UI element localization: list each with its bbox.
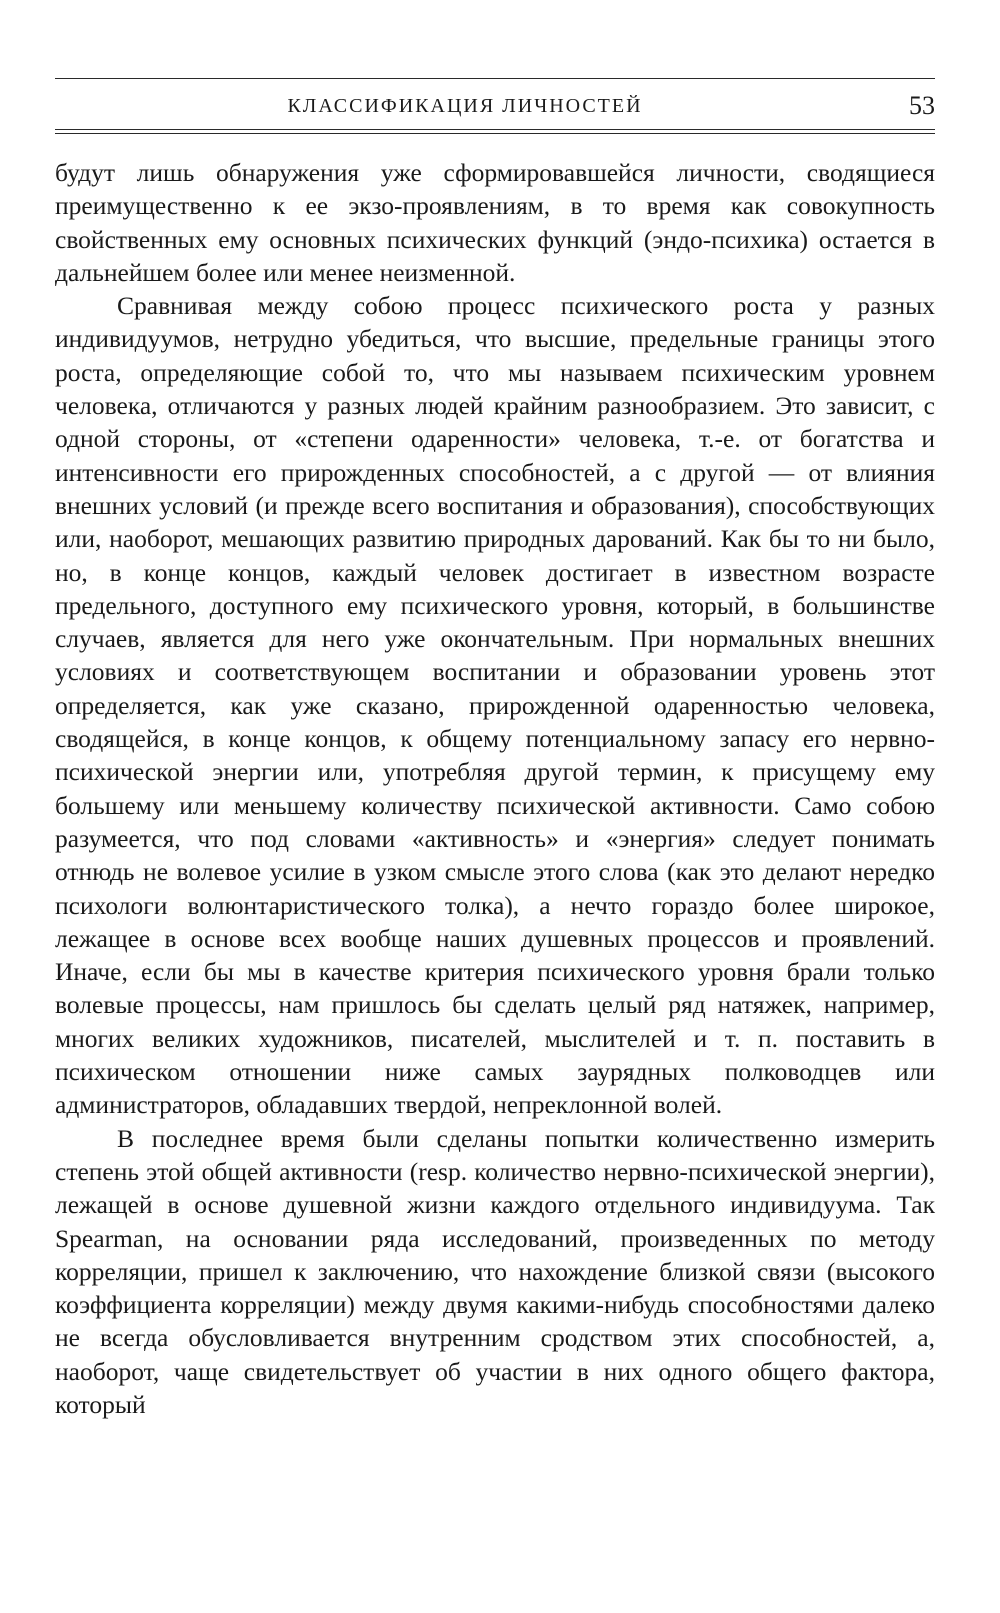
header-double-rule: [55, 129, 935, 134]
paragraph: В последнее время были сделаны попытки количественно измерить степень этой общей активности (resp. количество нервно-психической энергии), лежащей в основе душевной жизни каждого отдельного индивидуума. Так Spearman, на основании ряда исследований, произведенных по методу корреляции, пришел к заключению, что нахождение близкой связи (высокого коэффициента корреляции) между двумя какими-нибудь способностями далеко не всегда обусловливается внутренним сродством этих способностей, а, наоборот, чаще свидетельствует об участии в них одного общего фактора, который: [55, 1123, 935, 1419]
book-page: [55, 78, 935, 1421]
running-title: КЛАССИФИКАЦИЯ ЛИЧНОСТЕЙ: [287, 95, 643, 117]
paragraph: Сравнивая между собою процесс психического роста у разных индивидуумов, нетрудно убедиться, что высшие, предельные границы этого роста, определяющие собой то, что мы называем психическим уровнем человека, отличаются у разных людей крайним разнообразием. Это зависит, с одной стороны, от «степени одаренности» человека, т.-е. от богатства и интенсивности его прирожденных способностей, а с другой — от влияния внешних условий (и прежде всего воспитания и образования), способствующих или, наоборот, мешающих развитию природных дарований. Как бы то ни было, но, в конце концов, каждый человек достигает в известном возрасте предельного, доступного ему психического уровня, который, в большинстве случаев, является для него уже окончательным. При нормальных внешних условиях и соответствующем воспитании и образовании уровень этот определяется, как уже сказано, прирожденной одаренностью человека, сводящейся, в конце концов, к общему потенциальному запасу его нервно-психической энергии или, употребляя другой термин, к присущему ему большему или меньшему количеству психической активности. Само собою разумеется, что под словами «активность» и «энергия» следует понимать отнюдь не волевое усилие в узком смысле этого слова (как это делают нередко психологи волюнтаристического толка), а нечто гораздо более широкое, лежащее в основе всех вообще наших душевных процессов и проявлений. Иначе, если бы мы в качестве критерия психического уровня брали только волевые процессы, нам пришлось бы сделать целый ряд натяжек, например, многих великих художников, писателей, мыслителей и т. п. поставить в психическом отношении ниже самых заурядных полководцев или администраторов, обладавших твердой, непреклонной волей.: [55, 291, 935, 1120]
paragraph-continuation: будут лишь обнаружения уже сформировавшейся личности, сводящиеся преимущественно к ее экзо-проявлениям, в то время как совокупность свойственных ему основных психических функций (эндо-психика) остается в дальнейшем более или менее неизменной.: [55, 158, 935, 287]
body-text: [55, 156, 935, 1421]
page-number: 53: [909, 91, 935, 120]
running-head: [55, 85, 935, 129]
header-top-rule: [55, 78, 935, 79]
